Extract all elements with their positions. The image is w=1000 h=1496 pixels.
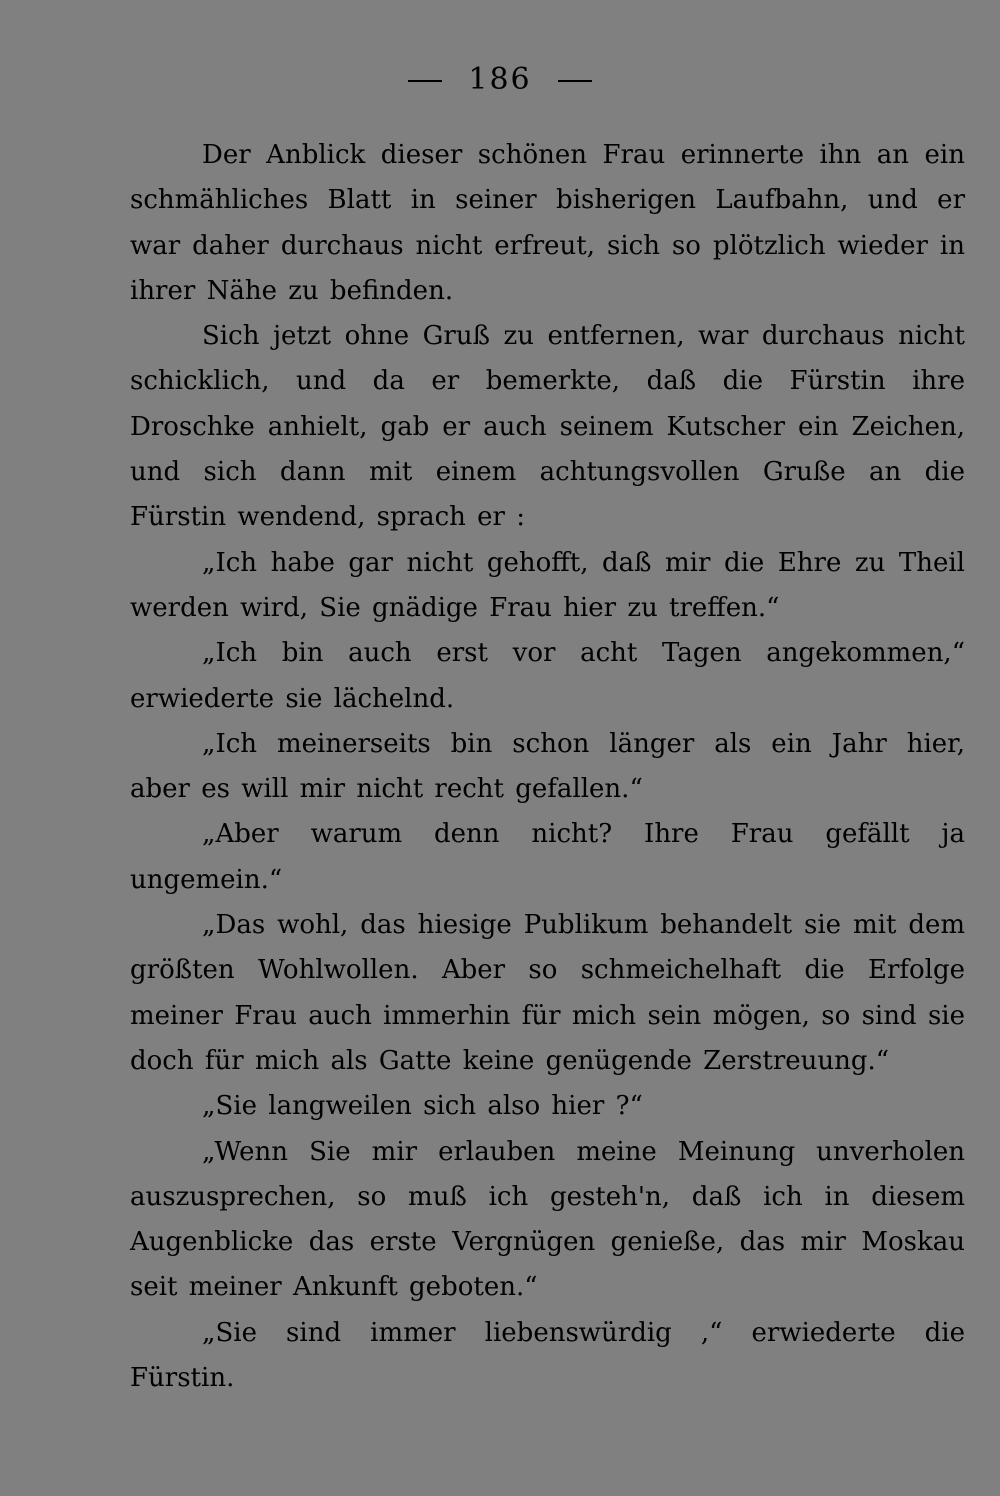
paragraph: „Aber warum denn nicht? Ihre Frau gefällt ja ungemein.“ bbox=[130, 819, 965, 895]
right-dash bbox=[558, 80, 592, 82]
paragraph: „Wenn Sie mir erlauben meine Meinung unverholen auszusprechen, so muß ich gesteh'n, daß ich in diesem Augenblicke das erste Vergnügen genieße, das mir Moskau seit meiner Ankunft geboten.“ bbox=[130, 1136, 965, 1303]
paragraph: „Das wohl, das hiesige Publikum behandelt sie mit dem größten Wohlwollen. Aber so schmeichelhaft die Erfolge meiner Frau auch immerhin für mich sein mögen, so sind sie doch für mich als Gatte keine genügende Zerstreuung.“ bbox=[130, 910, 965, 1076]
body-text bbox=[130, 133, 965, 1401]
paragraph: „Ich bin auch erst vor acht Tagen angekommen,“ erwiederte sie lächelnd. bbox=[130, 638, 965, 714]
page-number: 186 bbox=[468, 62, 532, 97]
paragraph: „Sie langweilen sich also hier ?“ bbox=[202, 1091, 643, 1122]
paragraph: „Ich habe gar nicht gehofft, daß mir die Ehre zu Theil werden wird, Sie gnädige Frau hier zu treffen.“ bbox=[130, 547, 965, 623]
page-header bbox=[0, 58, 1000, 102]
paragraph: Der Anblick dieser schönen Frau erinnerte ihn an ein schmähliches Blatt in seiner bisherigen Laufbahn, und er war daher durchaus nicht erfreut, sich so plötzlich wieder in ihrer Nähe zu befinden. bbox=[130, 140, 965, 306]
paragraph: „Ich meinerseits bin schon länger als ein Jahr hier, aber es will mir nicht recht gefallen.“ bbox=[130, 728, 965, 805]
left-dash bbox=[408, 80, 442, 82]
paragraph: „Sie sind immer liebenswürdig ,“ erwiederte die Fürstin. bbox=[130, 1317, 965, 1394]
paragraph: Sich jetzt ohne Gruß zu entfernen, war durchaus nicht schicklich, und da er bemerkte, daß die Fürstin ihre Droschke anhielt, gab er auch seinem Kutscher ein Zeichen, und sich dann mit einem achtungsvollen Gruße an die Fürstin wendend, sprach er : bbox=[130, 321, 965, 533]
